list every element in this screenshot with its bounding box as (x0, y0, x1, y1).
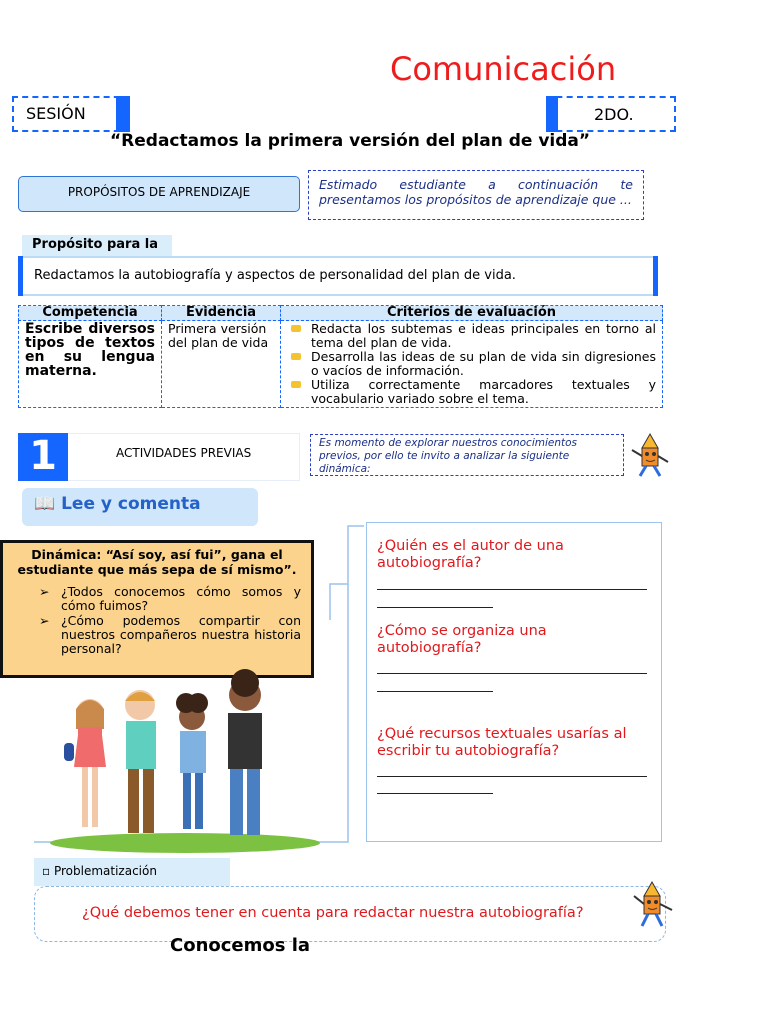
problem-icon: ▫ (42, 864, 51, 878)
competencia-cell: Escribe diversos tipos de textos en su lengua materna. (19, 321, 162, 408)
students-illustration (40, 665, 330, 855)
pencil-mascot-icon (628, 880, 678, 930)
answer-line[interactable] (377, 673, 647, 674)
evidencia-cell: Primera versión del plan de vida (162, 321, 281, 408)
purpose-text: Redactamos la autobiografía y aspectos de personalidad del plan de vida. (34, 268, 516, 283)
answer-line[interactable] (377, 793, 493, 794)
book-icon: 📖 (34, 494, 56, 514)
criterion-item (287, 378, 656, 406)
grade-tag (546, 96, 676, 132)
criterion-text: Desarrolla las ideas de su plan de vida sin digresiones o vacíos de información. (311, 349, 656, 378)
purpose-box (18, 256, 658, 296)
criterios-cell (281, 321, 663, 408)
questions-box (366, 522, 662, 842)
arrow-bullet-icon: ➢ (39, 584, 50, 599)
purposes-intro: Estimado estudiante a continuación te presentamos los propósitos de aprendizaje que ... (308, 170, 644, 220)
problem-question: ¿Qué debemos tener en cuenta para redactar nuestra autobiografía? (82, 905, 584, 921)
arrow-bullet-icon: ➢ (39, 613, 50, 628)
grade-accent-bar (546, 96, 558, 132)
dynamic-item-text: ¿Todos conocemos cómo somos y cómo fuimos? (61, 584, 301, 613)
purpose-tab: Propósito para la (22, 235, 172, 257)
header-competencia: Competencia (19, 306, 162, 321)
question-1: ¿Quién es el autor de una autobiografía? (377, 538, 564, 571)
folder-bullet-icon (291, 353, 301, 360)
answer-line[interactable] (377, 589, 647, 590)
session-label: SESIÓN (26, 104, 86, 123)
activity-number: 1 (18, 433, 68, 481)
criterion-item (287, 322, 656, 350)
answer-line[interactable] (377, 607, 493, 608)
criteria-table (18, 305, 663, 408)
problem-tab (34, 858, 230, 886)
session-accent-bar (116, 96, 130, 132)
criterion-text: Redacta los subtemas e ideas principales en torno al tema del plan de vida. (311, 321, 656, 350)
section-heading-cutoff: Conocemos la (170, 935, 311, 956)
answer-line[interactable] (377, 691, 493, 692)
dynamic-title: Dinámica: “Así soy, así fui”, gana el estudiante que más sepa de sí mismo”. (17, 547, 297, 577)
criteria-header-row (19, 306, 663, 321)
question-3: ¿Qué recursos textuales usarías al escribir tu autobiografía? (377, 726, 627, 759)
header-evidencia: Evidencia (162, 306, 281, 321)
criterion-item (287, 350, 656, 378)
session-subtitle: “Redactamos la primera versión del plan de vida” (110, 131, 591, 151)
pencil-mascot-icon (628, 432, 672, 480)
question-2: ¿Cómo se organiza una autobiografía? (377, 623, 547, 656)
purposes-box: PROPÓSITOS DE APRENDIZAJE (18, 176, 300, 212)
grade-label: 2DO. (594, 105, 634, 124)
dynamic-item-text: ¿Cómo podemos compartir con nuestros compañeros nuestra historia personal? (61, 613, 301, 656)
purpose-right-bar (653, 256, 658, 296)
answer-line[interactable] (377, 776, 647, 777)
page-title: Comunicación (390, 50, 617, 88)
problem-tab-label: Problematización (53, 864, 157, 878)
purpose-left-bar (18, 256, 23, 296)
read-comment-text: Lee y comenta (61, 494, 201, 514)
criterion-text: Utiliza correctamente marcadores textuales y vocabulario variado sobre el tema. (311, 377, 656, 406)
header-criterios: Criterios de evaluación (281, 306, 663, 321)
folder-bullet-icon (291, 325, 301, 332)
session-tag (12, 96, 130, 132)
activity-intro: Es momento de explorar nuestros conocimientos previos, por ello te invito a analizar la siguiente dinámica: (310, 434, 624, 476)
folder-bullet-icon (291, 381, 301, 388)
criteria-row (19, 321, 663, 408)
activity-label: ACTIVIDADES PREVIAS (116, 446, 252, 460)
